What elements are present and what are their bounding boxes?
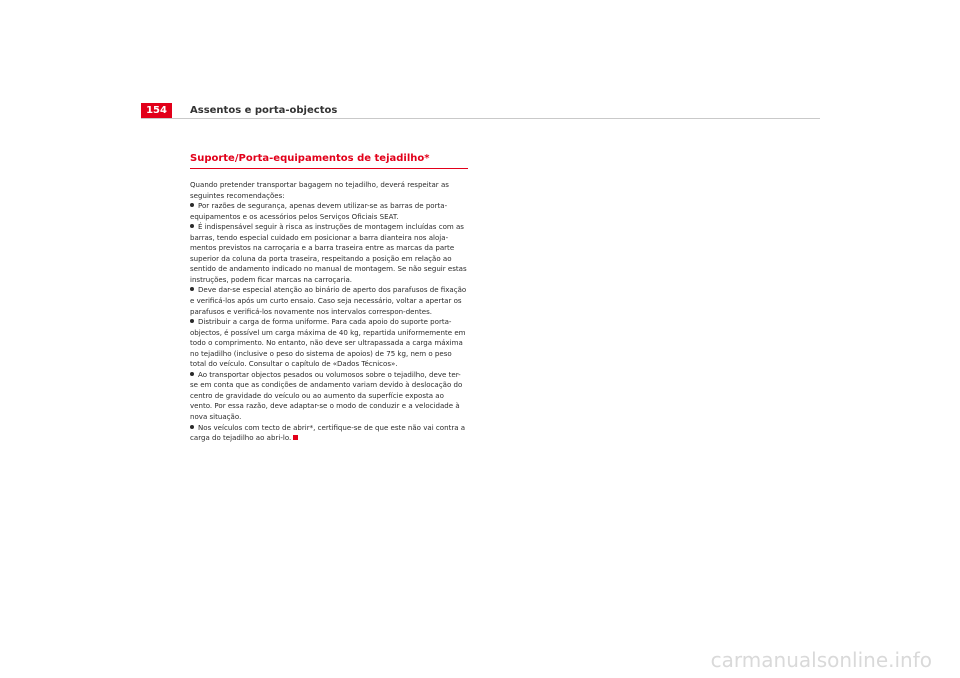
bullet-icon xyxy=(190,287,194,291)
section-title: Suporte/Porta-equipamentos de tejadilho* xyxy=(190,152,468,169)
bullet-item xyxy=(190,317,468,370)
section-body xyxy=(190,180,468,444)
bullet-text: Deve dar-se especial atenção ao binário de aperto dos parafusos de fixação e verificá-los após um curto ensaio. Caso seja necessário, voltar a apertar os parafusos e verificá-los novamente nos intervalos correspon-dentes. xyxy=(190,285,467,316)
running-title: Assentos e porta-objectos xyxy=(190,105,338,116)
bullet-item xyxy=(190,423,468,444)
bullet-item xyxy=(190,222,468,285)
bullet-text: Ao transportar objectos pesados ou volumosos sobre o tejadilho, deve ter-se em conta que as condições de andamento variam devido à deslocação do centro de gravidade do veículo ou ao aumento da superfície exposta ao vento. Por essa razão, deve adaptar-se o modo de conduzir e a velocidade à nova situação. xyxy=(190,369,463,422)
bullet-icon xyxy=(190,224,194,228)
bullet-item xyxy=(190,370,468,423)
bullet-icon xyxy=(190,203,194,207)
bullet-icon xyxy=(190,425,194,429)
bullet-item xyxy=(190,285,468,317)
page-number: 154 xyxy=(141,103,172,118)
bullet-text: Distribuir a carga de forma uniforme. Para cada apoio do suporte porta-objectos, é possível um carga máxima de 40 kg, repartida uniformemente em todo o comprimento. No entanto, não deve ser ultrapassada a carga máxima no tejadilho (inclusive o peso do sistema de apoios) de 75 kg, nem o peso total do veículo. Consultar o capítulo de «Dados Técnicos». xyxy=(190,317,466,369)
section-end-icon xyxy=(293,435,298,440)
bullet-icon xyxy=(190,319,194,323)
bullet-text: É indispensável seguir à risca as instruções de montagem incluídas com as barras, tendo especial cuidado em posicionar a barra dianteira nos aloja-mentos previstos na carroçaria e a barra traseira entre as marcas da parte superior da coluna da porta traseira, respeitando a posição em relação ao sentido de andamento indicado no manual de montagem. Se não seguir estas instruções, podem ficar marcas na carroçaria. xyxy=(190,222,467,284)
watermark: carmanualsonline.info xyxy=(710,648,932,672)
bullet-item xyxy=(190,201,468,222)
bullet-text: Nos veículos com tecto de abrir*, certifique-se de que este não vai contra a carga do tejadilho ao abri-lo. xyxy=(190,422,466,443)
bullet-icon xyxy=(190,372,194,376)
roof-rack-section xyxy=(190,152,468,444)
header-divider xyxy=(141,118,820,119)
bullet-text: Por razões de segurança, apenas devem utilizar-se as barras de porta-equipamentos e os acessórios pelos Serviços Oficiais SEAT. xyxy=(190,201,448,221)
intro-paragraph: Quando pretender transportar bagagem no tejadilho, deverá respeitar as seguintes recomendações: xyxy=(190,180,449,200)
